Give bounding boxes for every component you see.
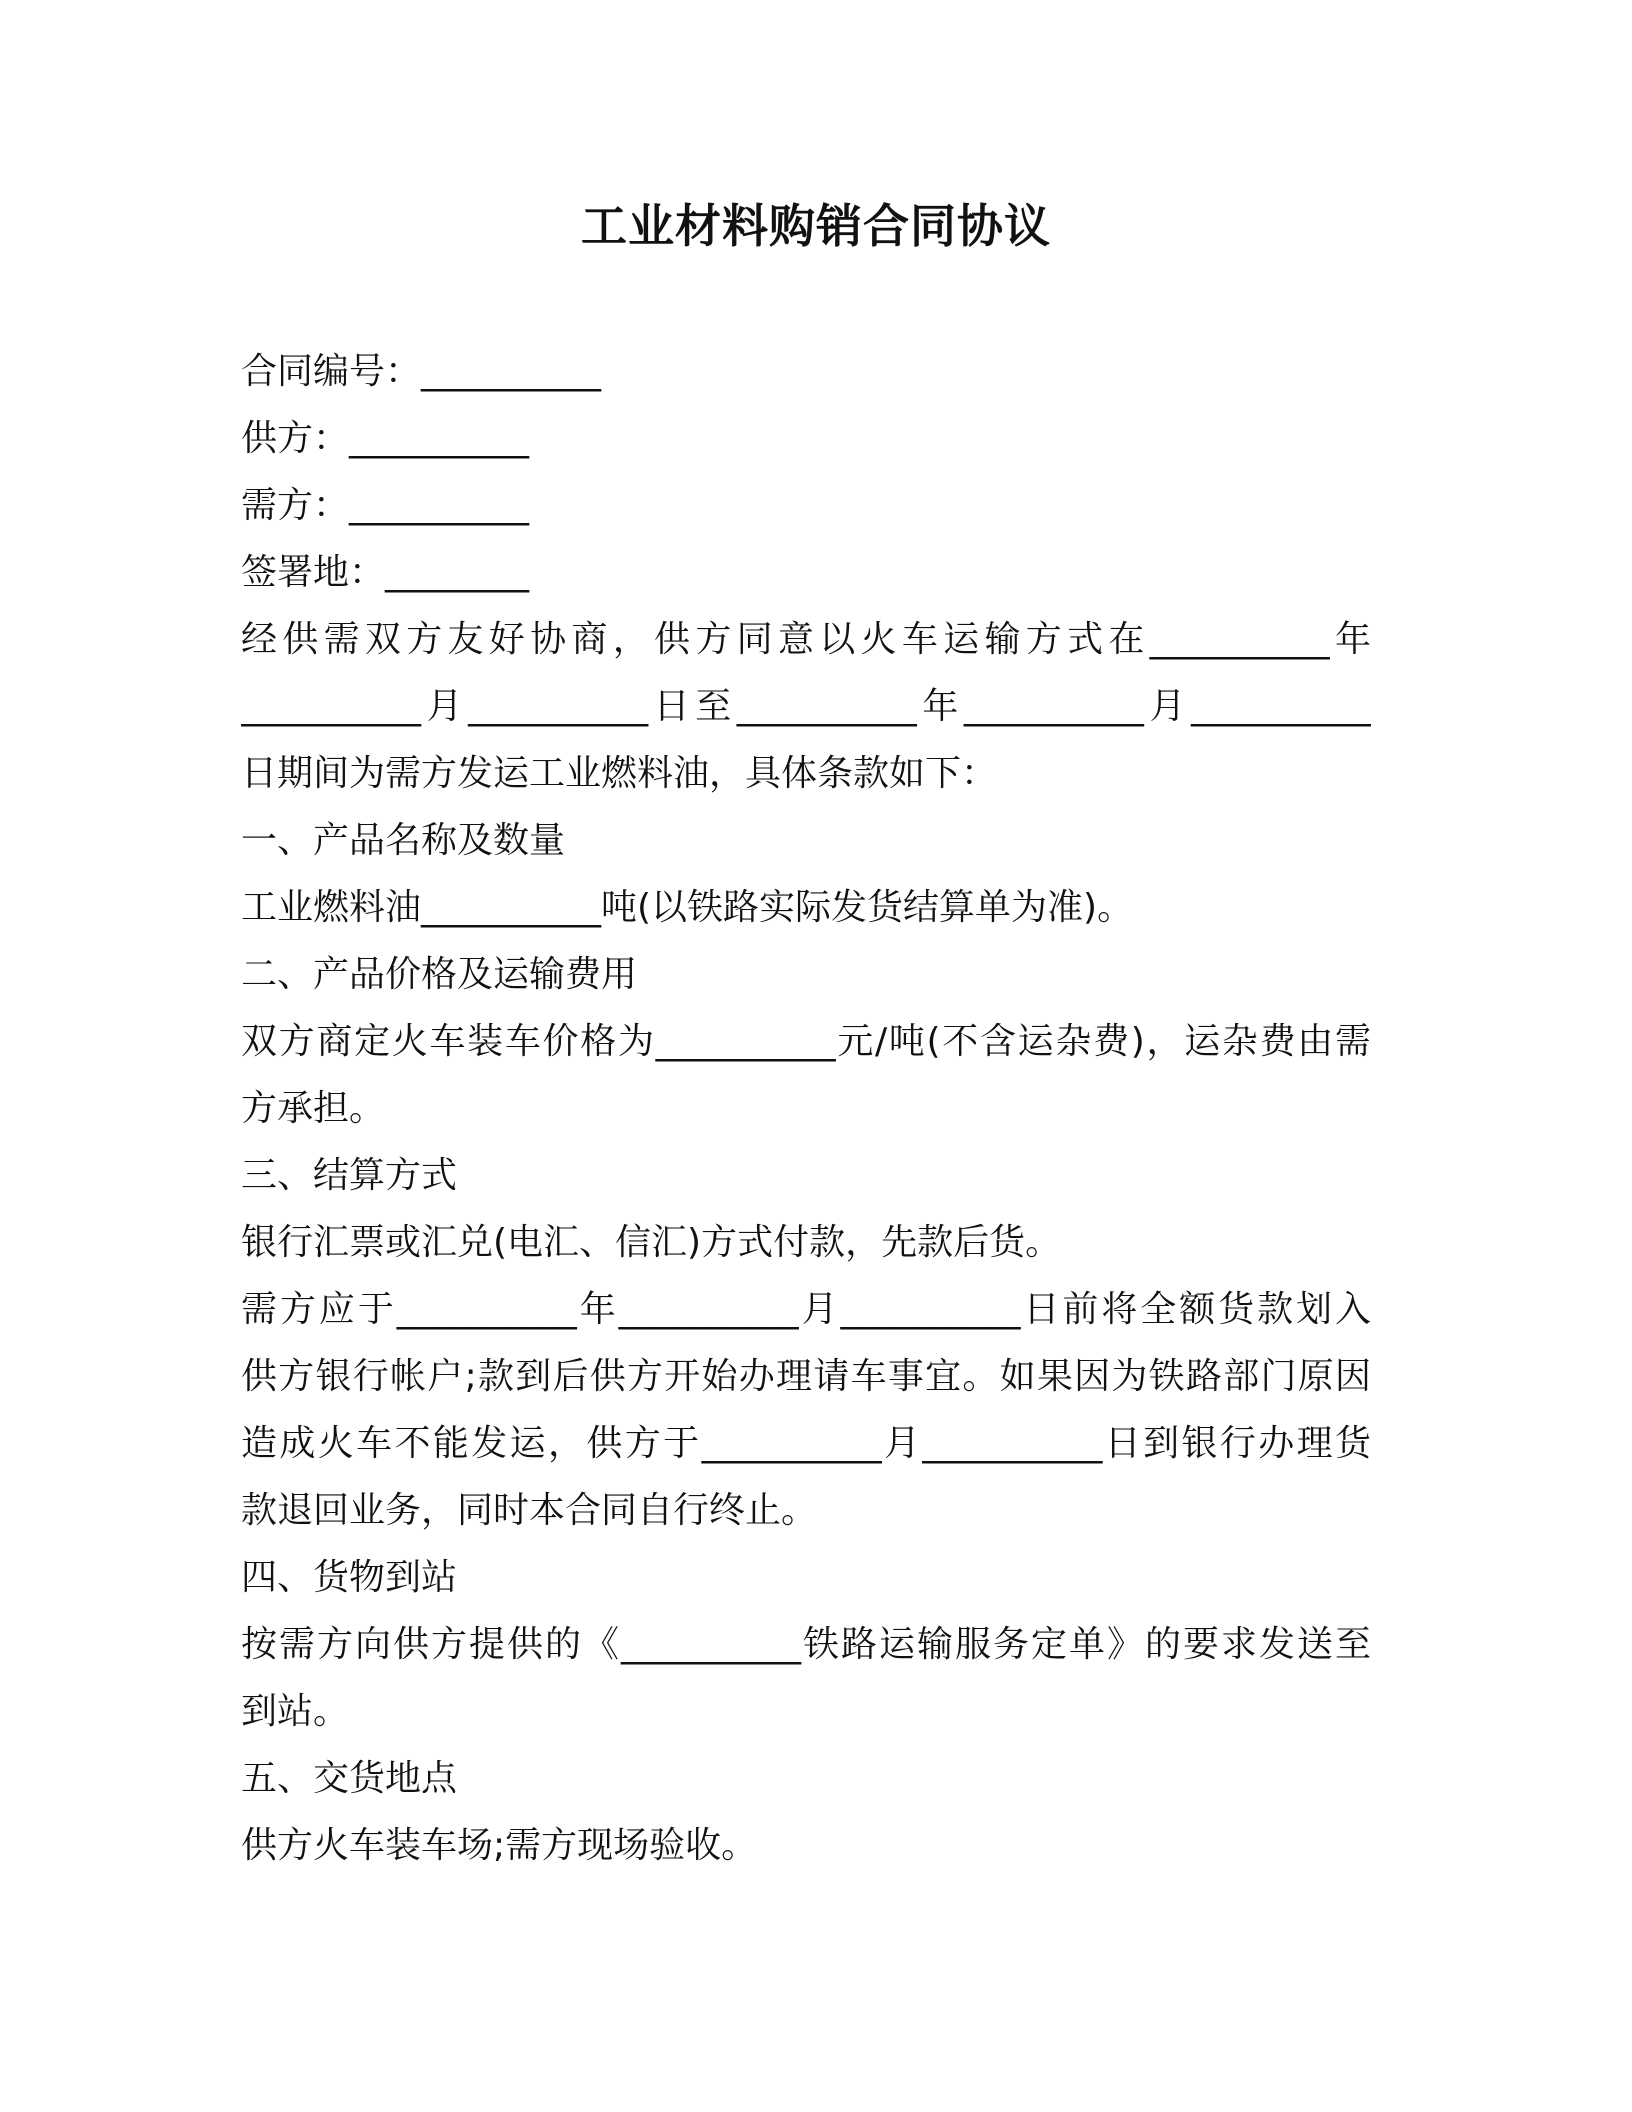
contract-number-line: 合同编号：__________ bbox=[241, 351, 602, 392]
paragraph-line: 供方火车装车场;需方现场验收。 bbox=[241, 1825, 758, 1866]
paragraph-line: 方承担。 bbox=[241, 1088, 386, 1129]
paragraph-line: 银行汇票或汇兑(电汇、信汇)方式付款，先款后货。 bbox=[241, 1222, 1062, 1263]
section-heading: 五、交货地点 bbox=[241, 1758, 458, 1799]
section-heading: 四、货物到站 bbox=[241, 1557, 458, 1598]
section-heading: 一、产品名称及数量 bbox=[241, 820, 566, 861]
supplier-line: 供方：__________ bbox=[241, 418, 530, 459]
signing-place-line: 签署地：________ bbox=[241, 552, 530, 593]
paragraph-line: 工业燃料油__________吨(以铁路实际发货结算单为准)。 bbox=[241, 887, 1134, 928]
paragraph-line: 按需方向供方提供的《__________铁路运输服务定单》的要求发送至 bbox=[241, 1624, 1371, 1665]
paragraph-line: 双方商定火车装车价格为__________元/吨(不含运杂费)，运杂费由需 bbox=[241, 1021, 1371, 1062]
document-title: 工业材料购销合同协议 bbox=[581, 199, 1051, 253]
paragraph-line: 供方银行帐户;款到后供方开始办理请车事宜。如果因为铁路部门原因 bbox=[241, 1356, 1371, 1397]
section-heading: 三、结算方式 bbox=[241, 1155, 458, 1196]
paragraph-line: 到站。 bbox=[241, 1691, 350, 1732]
paragraph-line: 需方应于__________年__________月__________日前将全额货款划入 bbox=[241, 1289, 1371, 1330]
paragraph-line: 经供需双方友好协商，供方同意以火车运输方式在__________年 bbox=[241, 619, 1371, 660]
paragraph-line: 款退回业务，同时本合同自行终止。 bbox=[241, 1490, 818, 1531]
paragraph-line: 日期间为需方发运工业燃料油，具体条款如下： bbox=[241, 753, 998, 794]
paragraph-line: 造成火车不能发运，供方于__________月__________日到银行办理货 bbox=[241, 1423, 1371, 1464]
section-heading: 二、产品价格及运输费用 bbox=[241, 954, 638, 995]
document-body bbox=[241, 338, 1371, 1879]
buyer-line: 需方：__________ bbox=[241, 485, 530, 526]
paragraph-line: __________月__________日至__________年__________月__________ bbox=[241, 686, 1371, 727]
